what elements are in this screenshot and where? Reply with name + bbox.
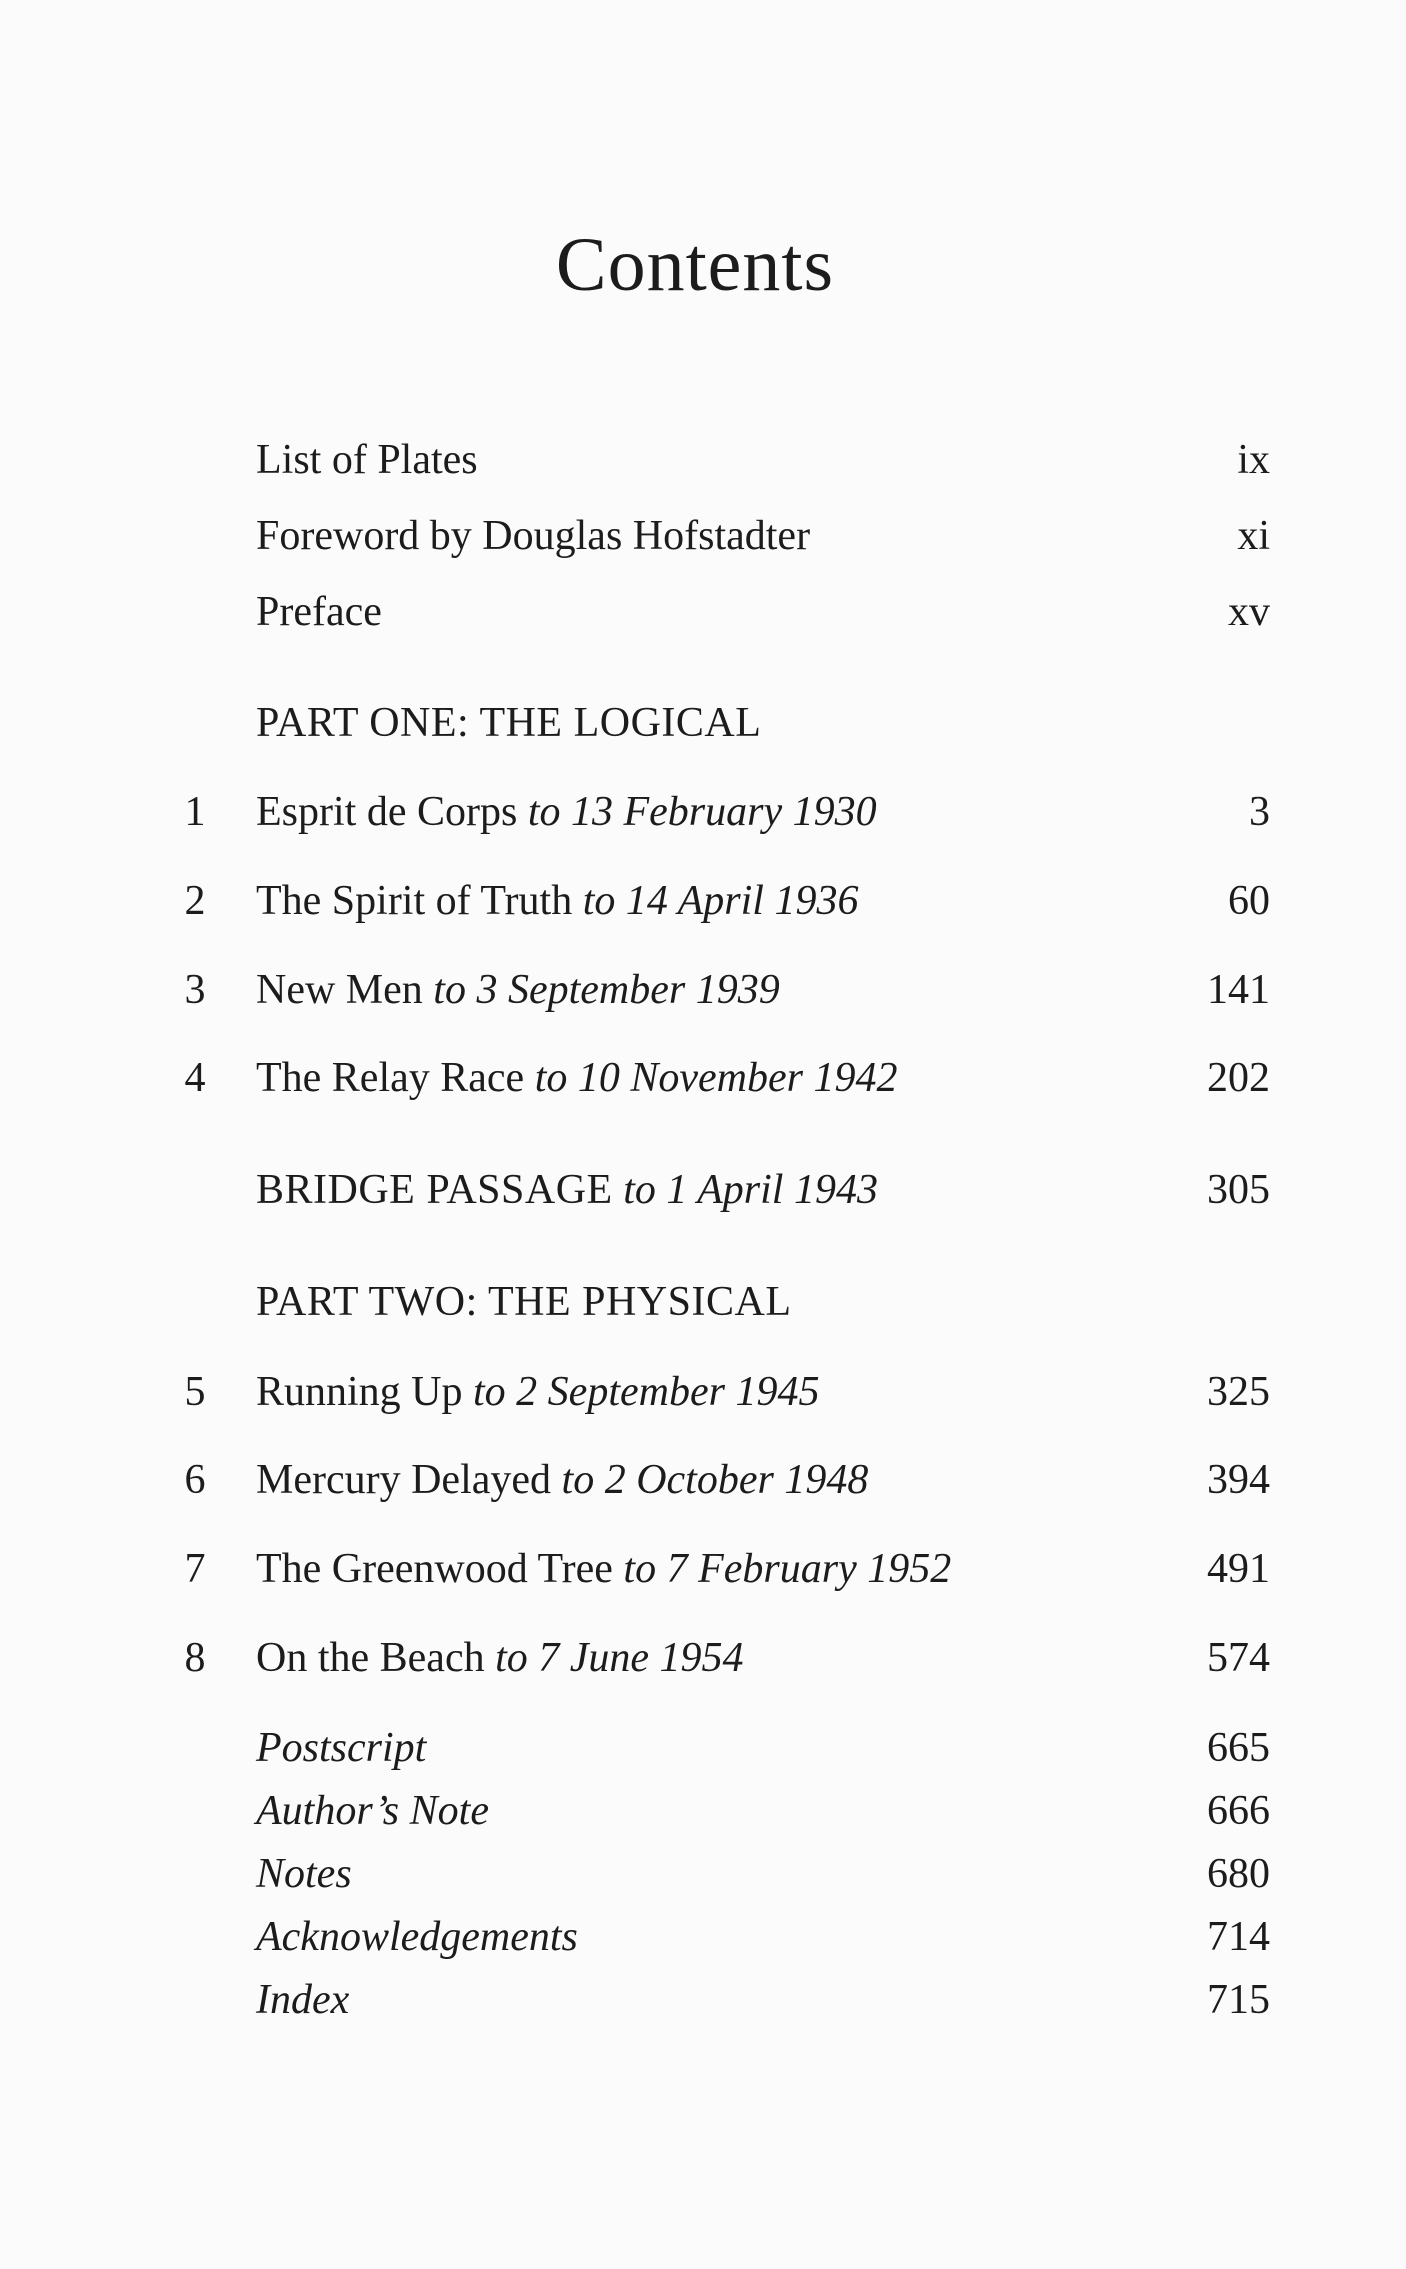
entry-page: xv [1228,589,1270,635]
toc-chapter-4 [0,1043,1406,1113]
toc-entry-foreword [0,501,1406,571]
chapter-number: 4 [184,1055,206,1101]
chapter-title: New Men [256,967,423,1013]
chapter-entry [256,1357,819,1427]
toc-entry-authors-note [0,1776,1406,1846]
chapter-entry [256,1043,898,1113]
chapter-number: 5 [184,1369,206,1415]
entry-page: 665 [1207,1725,1270,1771]
toc-chapter-3 [0,955,1406,1025]
toc-bridge-passage [0,1155,1406,1225]
chapter-date: to 14 April 1936 [582,878,859,924]
chapter-number: 6 [184,1457,206,1503]
chapter-page: 3 [1249,789,1270,835]
bridge-title: BRIDGE PASSAGE [256,1167,613,1213]
chapter-title: Running Up [256,1369,463,1415]
chapter-title: The Relay Race [256,1055,525,1101]
toc-chapter-5 [0,1357,1406,1427]
toc-chapter-7 [0,1534,1406,1604]
chapter-entry [256,866,858,936]
toc-entry-acknowledgements [0,1902,1406,1972]
toc-chapter-8 [0,1623,1406,1693]
toc-entry-preface [0,577,1406,647]
chapter-entry [256,1534,951,1604]
entry-label: Author’s Note [256,1788,489,1834]
chapter-title: The Greenwood Tree [256,1546,613,1592]
chapter-date: to 10 November 1942 [534,1055,898,1101]
toc-entry-list-of-plates [0,425,1406,495]
chapter-entry [256,1445,868,1515]
bridge-page: 305 [1207,1167,1270,1213]
entry-label: Acknowledgements [256,1914,578,1960]
chapter-number: 8 [184,1635,206,1681]
chapter-date: to 2 October 1948 [561,1457,869,1503]
chapter-page: 491 [1207,1546,1270,1592]
entry-label: List of Plates [256,437,478,483]
entry-page: ix [1237,437,1270,483]
toc-chapter-6 [0,1445,1406,1515]
chapter-number: 7 [184,1546,206,1592]
chapter-date: to 13 February 1930 [527,789,877,835]
entry-label: Foreword by Douglas Hofstadter [256,513,811,559]
chapter-number: 1 [184,789,206,835]
chapter-page: 574 [1207,1635,1270,1681]
toc-entry-index [0,1965,1406,2035]
chapter-date: to 7 February 1952 [623,1546,952,1592]
chapter-entry [256,955,780,1025]
chapter-title: The Spirit of Truth [256,878,573,924]
toc-entry-postscript [0,1713,1406,1783]
chapter-title: On the Beach [256,1635,485,1681]
entry-page: xi [1237,513,1270,559]
chapter-title: Mercury Delayed [256,1457,552,1503]
part-two-heading [0,1267,1406,1337]
chapter-date: to 2 September 1945 [473,1369,820,1415]
chapter-number: 2 [184,878,206,924]
page-title: Contents [555,223,835,307]
part-heading: PART TWO: THE PHYSICAL [256,1279,792,1325]
chapter-date: to 3 September 1939 [433,967,780,1013]
entry-page: 666 [1207,1788,1270,1834]
entry-label: Postscript [256,1725,427,1771]
bridge-entry [256,1155,878,1225]
entry-page: 680 [1207,1851,1270,1897]
entry-label: Notes [256,1851,352,1897]
toc-entry-notes [0,1839,1406,1909]
bridge-date: to 1 April 1943 [623,1167,878,1213]
chapter-entry [256,1623,744,1693]
chapter-page: 141 [1207,967,1270,1013]
chapter-entry [256,777,877,847]
toc-chapter-2 [0,866,1406,936]
entry-label: Preface [256,589,382,635]
part-heading: PART ONE: THE LOGICAL [256,700,762,746]
chapter-title: Esprit de Corps [256,789,518,835]
chapter-page: 202 [1207,1055,1270,1101]
chapter-page: 325 [1207,1369,1270,1415]
part-one-heading [0,688,1406,758]
chapter-date: to 7 June 1954 [495,1635,744,1681]
chapter-page: 394 [1207,1457,1270,1503]
chapter-number: 3 [184,967,206,1013]
entry-page: 715 [1207,1977,1270,2023]
entry-page: 714 [1207,1914,1270,1960]
entry-label: Index [256,1977,350,2023]
chapter-page: 60 [1228,878,1270,924]
toc-chapter-1 [0,777,1406,847]
